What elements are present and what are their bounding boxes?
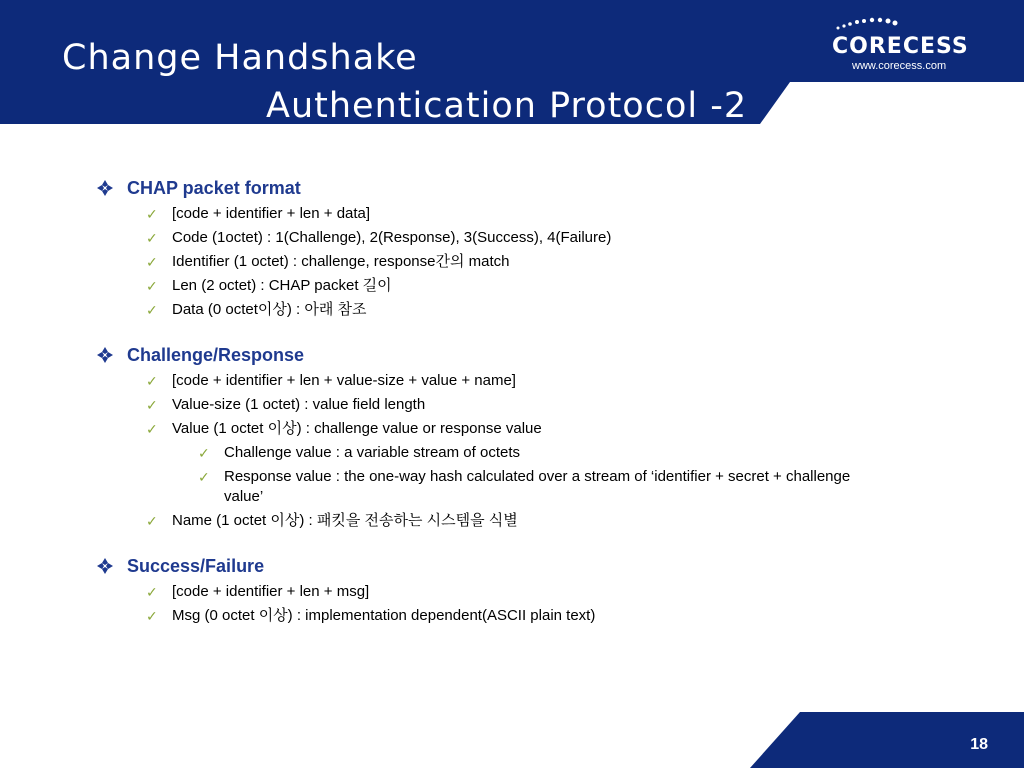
section-chap-packet-format xyxy=(96,176,916,320)
logo-wordmark: CORECESS xyxy=(832,34,969,59)
section-heading xyxy=(96,343,916,367)
checkmark-icon: ✓ xyxy=(146,278,158,294)
header-banner xyxy=(0,0,1024,124)
checkmark-icon: ✓ xyxy=(198,445,210,461)
checkmark-icon: ✓ xyxy=(146,302,158,318)
logo-dots-icon xyxy=(832,12,902,34)
section-heading xyxy=(96,176,916,200)
checkmark-icon: ✓ xyxy=(146,206,158,222)
checkmark-icon: ✓ xyxy=(146,584,158,600)
checkmark-icon: ✓ xyxy=(146,230,158,246)
checkmark-icon: ✓ xyxy=(146,513,158,529)
list-item: ✓ [code + identifier + len + data] xyxy=(146,205,371,222)
list-subitem: ✓ Challenge value : a variable stream of octets xyxy=(198,444,520,461)
footer-bar xyxy=(0,712,1024,768)
list-item: ✓ Data (0 octet이상) : 아래 참조 xyxy=(146,301,367,318)
list-item: ✓ Code (1octet) : 1(Challenge), 2(Response), 3(Success), 4(Failure) xyxy=(146,229,612,246)
section-heading-label: Success/Failure xyxy=(127,555,265,576)
section-challenge-response xyxy=(96,343,916,531)
checkmark-icon: ✓ xyxy=(146,254,158,270)
slide-title-line2: Authentication Protocol -2 xyxy=(266,86,748,126)
diamond-bullet-icon xyxy=(96,346,114,364)
logo-url: www.corecess.com xyxy=(852,60,947,72)
list-item: ✓ [code + identifier + len + msg] xyxy=(146,583,370,600)
list-item: ✓ Len (2 octet) : CHAP packet 길이 xyxy=(146,277,392,294)
checkmark-icon: ✓ xyxy=(146,397,158,413)
section-success-failure xyxy=(96,554,916,626)
list-subitem: ✓ Response value : the one-way hash calculated over a stream of ‘identifier + secret + challenge value’ xyxy=(198,468,851,505)
list-item: ✓ Identifier (1 octet) : challenge, response간의 match xyxy=(146,253,510,270)
checkmark-icon: ✓ xyxy=(146,421,158,437)
list-item: ✓ Msg (0 octet 이상) : implementation dependent(ASCII plain text) xyxy=(146,607,596,624)
diamond-bullet-icon xyxy=(96,179,114,197)
section-heading xyxy=(96,554,916,578)
section-heading-label: Challenge/Response xyxy=(127,344,305,365)
footer-background xyxy=(0,712,1024,768)
section-heading-label: CHAP packet format xyxy=(127,177,301,198)
diamond-bullet-icon xyxy=(96,557,114,575)
slide-content xyxy=(96,176,916,649)
list-item: ✓ Value-size (1 octet) : value field length xyxy=(146,396,426,413)
checkmark-icon: ✓ xyxy=(198,469,210,485)
list-item: ✓ Name (1 octet 이상) : 패킷을 전송하는 시스템을 식별 xyxy=(146,512,518,529)
checkmark-icon: ✓ xyxy=(146,373,158,389)
checkmark-icon: ✓ xyxy=(146,608,158,624)
slide-title-line1: Change Handshake xyxy=(62,38,418,78)
page-number: 18 xyxy=(970,736,988,753)
corecess-logo xyxy=(832,12,982,76)
list-item: ✓ Value (1 octet 이상) : challenge value or response value xyxy=(146,420,542,437)
list-item: ✓ [code + identifier + len + value-size + value + name] xyxy=(146,372,516,389)
